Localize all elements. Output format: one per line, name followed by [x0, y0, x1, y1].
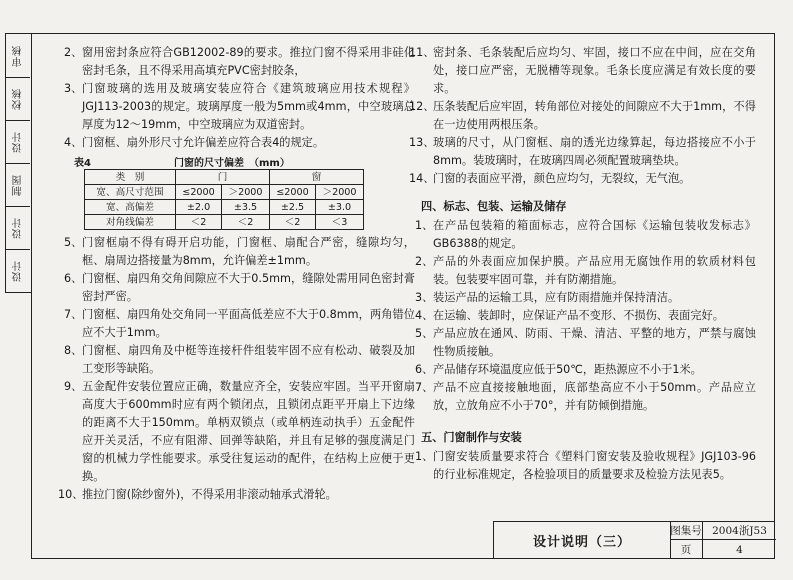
drawing-title: 设计说明（三） [494, 522, 671, 559]
table-cell: 类 别 [85, 170, 176, 185]
title-block [493, 521, 775, 559]
table-number: 表4 [74, 158, 91, 169]
strip-cell: 校核 [6, 77, 30, 121]
list-item: 4、 在运输、装卸时，应保证产品不变形、不损伤、表面完好。 [415, 309, 724, 322]
table-cell: 对角线偏差 [85, 215, 176, 230]
list-item: 8、 门窗框、扇四角及中梃等连接杆件组装牢固不应有松动、破裂及加工变形等缺陷。 [64, 344, 415, 375]
list-item: 10、 推拉门窗(除纱窗外)，不得采用非滚动轴承式滑轮。 [58, 488, 337, 501]
table-cell: ±2.5 [269, 200, 315, 215]
left-column [58, 44, 415, 504]
list-item: 7、 产品不应直接接触地面，底部垫高应不小于50mm。产品应立放，立放角应不小于70°，并有防倾倒措施。 [415, 381, 756, 412]
list-item: 2、 窗用密封条应符合GB12002-89的要求。推拉门窗不得采用非硅化密封毛条，且不得采用高填充PVC密封胶条， [64, 46, 415, 77]
table-cell: 宽、高尺寸范围 [85, 185, 176, 200]
list-item: 6、 产品储存环境温度应低于50℃，距热源应不小于1米。 [415, 363, 702, 376]
table-cell: 窗 [269, 170, 363, 185]
table-cell: ＞2000 [316, 185, 364, 200]
strip-cell: 设计 [6, 120, 30, 164]
table-row [85, 200, 364, 215]
atlas-number-label: 图集号 [670, 522, 703, 540]
list-item: 6、 门窗框、扇四角交角间隙应不大于0.5mm，缝隙处需用同色密封膏密封严密。 [64, 272, 415, 303]
page-number: 4 [736, 543, 743, 556]
table-title: 门窗的尺寸偏差 （mm） [174, 158, 290, 169]
list-item: 7、 门窗框、扇四角处交角同一平面高低差应不大于0.8mm，两角错位应不大于1mm。 [64, 308, 415, 339]
list-item: 12、 压条装配后应牢固，转角部位对接处的间隙应不大于1mm，不得在一边使用两根压条。 [409, 100, 756, 131]
strip-cell: 设计 [12, 259, 24, 282]
strip-cell: 设计 [6, 206, 30, 250]
table-cell: ＜2 [269, 215, 315, 230]
right-column [409, 44, 756, 484]
tolerance-table [84, 169, 364, 230]
table-cell: ＞2000 [222, 185, 270, 200]
signature-strip [5, 33, 31, 293]
list-item: 9、 五金配件安装位置应正确，数量应齐全，安装应牢固。当平开窗扇高度大于600mm时应有两个锁闭点，且锁闭点距平开扇上下边缘的距离不大于150mm。单柄双锁点（或单柄连动执手）五金配件应开关灵活，不应有阻滞、回弹等缺陷，并且有足够的强度满足门窗的机械力学性能要求。承受往复运动的配件，在结构上应便于更换。 [64, 380, 415, 483]
table-cell: 宽、高偏差 [85, 200, 176, 215]
list-item: 11、 密封条、毛条装配后应均匀、牢固，接口不应在中间，应在交角处，接口应严密，无脱槽等现象。毛条长度应满足有效长度的要求。 [409, 46, 756, 95]
list-item: 13、 玻璃的尺寸，从门窗框、扇的透光边缘算起，每边搭接应不小于8mm。装玻璃时，在玻璃四周必须配置玻璃垫块。 [409, 136, 756, 167]
list-item: 3、 门窗玻璃的选用及玻璃安装应符合《建筑玻璃应用技术规程》JGJ113-2003的规定。玻璃厚度一般为5mm或4mm，中空玻璃总厚度为12～19mm，中空玻璃应为双道密封。 [64, 82, 415, 131]
table-caption [70, 152, 415, 169]
table-cell: 门 [176, 170, 270, 185]
table-cell: ≤2000 [176, 185, 222, 200]
list-item: 3、 装运产品的运输工具，应有防雨措施并保持清洁。 [415, 291, 680, 304]
table-row [85, 185, 364, 200]
list-item: 5、 产品应放在通风、防雨、干燥、清洁、平整的地方，严禁与腐蚀性物质接触。 [415, 327, 756, 358]
strip-cell: 审核 [6, 34, 30, 78]
table-cell: ＜2 [176, 215, 222, 230]
table-cell: ＜2 [222, 215, 270, 230]
list-item: 5、 门窗框扇不得有碍开启功能，门窗框、扇配合严密，缝隙均匀，框、扇周边搭接量为8mm，允许偏差±1mm。 [64, 236, 415, 267]
table-cell: ±3.0 [316, 200, 364, 215]
strip-cell: 制图 [6, 163, 30, 207]
table-row [85, 215, 364, 230]
list-item: 2、 产品的外表面应加保护膜。产品应用无腐蚀作用的软质材料包装。包装要牢固可靠，并有防潮措施。 [415, 255, 756, 286]
table-cell: ≤2000 [269, 185, 315, 200]
list-item: 4、 门窗框、扇外形尺寸允许偏差应符合表4的规定。 [64, 136, 325, 149]
list-item: 14、 门窗的表面应平滑，颜色应均匀，无裂纹，无气泡。 [409, 172, 691, 185]
list-item: 1、 门窗安装质量要求符合《塑料门窗安装及验收规程》JGJ103-96的行业标准规定，各检验项目的质量要求及检验方法见表5。 [415, 450, 756, 481]
section-heading: 五、门窗制作与安装 [421, 431, 522, 444]
table-cell: ＜3 [316, 215, 364, 230]
table-cell: ±3.5 [222, 200, 270, 215]
page-label: 页 [670, 540, 703, 559]
table-cell: ±2.0 [176, 200, 222, 215]
list-item: 1、 在产品包装箱的箱面标志，应符合国标《运输包装收发标志》GB6388的规定。 [415, 219, 756, 250]
atlas-number-value: 2004浙J53 [703, 522, 776, 540]
section-heading: 四、标志、包装、运输及储存 [421, 200, 567, 213]
